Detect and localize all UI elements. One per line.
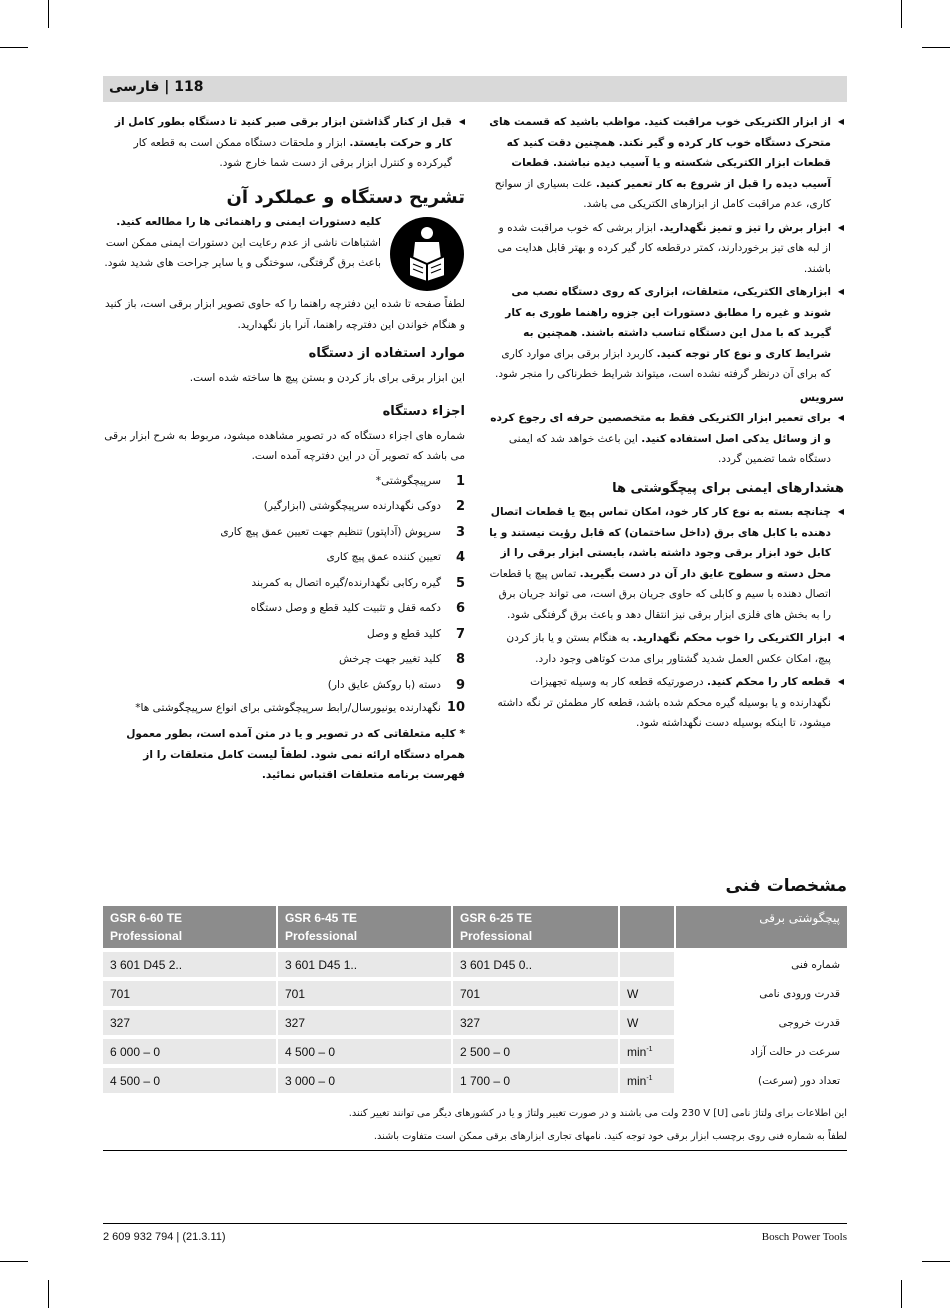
spec-value: 701 [103, 979, 277, 1008]
description-heading: تشریح دستگاه و عملکرد آن [226, 186, 465, 208]
parts-list-item [103, 520, 465, 546]
part-number: 10 [446, 700, 465, 715]
spec-row [103, 979, 847, 1008]
bullet-hold-firmly [488, 628, 844, 669]
model-name: GSR 6-60 TE [110, 911, 183, 925]
read-instructions-text: اشتباهات ناشی از عدم رعایت این دستورات ایمنی ممکن است باعث برق گرفتگی، سوختگی و یا سایر جراحت های شدید شود. [104, 236, 381, 269]
fold-page-text: لطفاً صفحه تا شده این دفترچه راهنما را که حاوی تصویر ابزار برقی است، باز کنید و هنگام خواندن این دفترچه راهنما، آنرا باز نگهدارید. [104, 298, 465, 331]
part-number: 4 [455, 550, 465, 565]
spec-unit [619, 1008, 675, 1037]
spec-unit-exponent: -1 [646, 1045, 653, 1053]
part-number: 5 [455, 575, 465, 591]
spec-label: تعداد دور (سرعت) [675, 1066, 847, 1093]
brand-name: Bosch Power Tools [761, 1231, 847, 1243]
bullet-bold-text: ابزار الکتریکی را خوب محکم نگهدارید. [632, 632, 831, 644]
spec-label: قدرت ورودی نامی [675, 979, 847, 1008]
spec-unit-text: min [627, 1073, 647, 1088]
spec-value: 4 500 – 0 [103, 1066, 277, 1093]
spec-unit-exponent: -1 [646, 1074, 653, 1082]
model-line: Professional [110, 929, 183, 943]
spec-value: 6 000 – 0 [103, 1037, 277, 1066]
spec-note-tradename: لطفاً به شماره فنی روی برچسب ابزار برقی خود توجه کنید. نامهای تجاری ابزارهای برقی ممکن است متفاوت باشند. [373, 1131, 847, 1142]
spec-unit [619, 1066, 675, 1093]
spec-notes [103, 1102, 847, 1151]
part-description: گیره رکابی نگهدارنده/گیره اتصال به کمربند [251, 576, 441, 589]
spec-unit-text: W [627, 986, 639, 1001]
spec-label: سرعت در حالت آزاد [675, 1037, 847, 1066]
spec-unit [619, 1037, 675, 1066]
part-description: تعیین کننده عمق پیچ کاری [326, 551, 441, 563]
crop-mark [922, 1261, 950, 1262]
spec-row [103, 1037, 847, 1066]
crop-mark [0, 1261, 28, 1262]
doc-number: 2 609 932 794 | (21.3.11) [103, 1231, 226, 1243]
model-line: Professional [460, 929, 533, 943]
footer-rule [103, 1223, 847, 1224]
model-header [452, 906, 619, 950]
read-instructions-bold: کلیه دستورات ایمنی و راهنمائی ها را مطالعه کنید. [116, 216, 381, 228]
spec-unit-text: min [627, 1044, 647, 1059]
specs-header-row [103, 906, 847, 950]
bullet-wait-stop [103, 112, 465, 174]
spec-value: 3 601 D45 0.. [452, 950, 619, 979]
spec-value: 3 601 D45 2.. [103, 950, 277, 979]
bullet-hidden-wiring [488, 502, 844, 625]
unit-header [619, 906, 675, 950]
spec-value: 1 700 – 0 [452, 1066, 619, 1093]
part-description: دسته (با روکش عایق دار) [327, 678, 441, 691]
parts-list-item [103, 545, 465, 571]
part-number: 7 [455, 626, 465, 642]
parts-list-item [103, 673, 465, 699]
spec-row [103, 1066, 847, 1093]
specs-title: مشخصات فنی [725, 876, 847, 896]
specs-table [103, 906, 847, 1093]
part-description: سرپوش (آداپتور) تنظیم جهت تعیین عمق پیچ کاری [220, 525, 441, 538]
bullet-text: این باعث خواهد شد که ایمنی دستگاه شما تضمین گردد. [508, 432, 831, 465]
spec-value: 4 500 – 0 [277, 1037, 452, 1066]
spec-label: شماره فنی [675, 950, 847, 979]
parts-list [103, 469, 465, 719]
service-heading: سرویس [799, 390, 844, 404]
model-line: Professional [285, 929, 358, 943]
parts-list-item [103, 469, 465, 495]
spec-unit [619, 950, 675, 979]
model-name: GSR 6-25 TE [460, 911, 533, 925]
bullet-tool-care [488, 112, 844, 215]
bullet-bold-text: قطعه کار را محکم کنید. [707, 676, 831, 688]
bullet-bold-text: از ابزار الکتریکی خوب مراقبت کنید. مواظب باشید که قسمت های متحرک دستگاه خوب کار کرده و گیر نکند. همچنین دقت کنید که قطعات ابزار الکتریکی شکسته و یا آسیب دیده نباشند. قطعات آسیب دیده را قبل از شروع به کار تعمیر کنید. [489, 116, 831, 190]
bullet-cutting-tools [488, 218, 844, 280]
part-number: 9 [455, 677, 465, 693]
read-instructions-block [103, 212, 465, 292]
part-description: کلید قطع و وصل [366, 627, 441, 640]
spec-unit [619, 979, 675, 1008]
parts-intro: شماره های اجزاء دستگاه که در تصویر مشاهده میشود، مربوط به شرح ابزار برقی می باشد که تصویر آن در این دفترچه آمده است. [104, 429, 465, 462]
bullet-text: ابزار و ملحقات دستگاه ممکن است به قطعه کار گیرکرده و کنترل ابزار برقی از دست شما خارج شود. [133, 136, 452, 169]
spec-row [103, 1008, 847, 1037]
spec-value: 701 [277, 979, 452, 1008]
screwdriver-safety-heading: هشدارهای ایمنی برای پیچگوشتی ها [612, 480, 844, 496]
part-number: 6 [455, 601, 465, 616]
right-column [488, 112, 844, 734]
crop-mark [901, 1280, 902, 1308]
spec-value: 327 [103, 1008, 277, 1037]
spec-unit-text: W [627, 1015, 639, 1030]
crop-mark [901, 0, 902, 28]
bullet-bold-text: ابزارهای الکتریکی، متعلقات، ابزاری که روی دستگاه نصب می شوند و غیره را مطابق دستورات این جزوه راهنما طوری به کار گیرید که با مدل این دستگاه تناسب داشته باشند. همچنین به شرایط کاری و نوع کار توجه کنید. [505, 286, 831, 360]
spec-value: 327 [277, 1008, 452, 1037]
bullet-service [488, 408, 844, 470]
part-description: نگهدارنده یونیورسال/رابط سرپیچگوشتی برای انواع سرپیچگوشتی ها* [135, 702, 441, 714]
bullet-text: علت بسیاری از سوانح کاری، عدم مراقبت کامل از ابزارهای الکتریکی می باشد. [494, 177, 831, 210]
bullet-bold-text: قبل از کنار گذاشتن ابزار برقی صبر کنید تا دستگاه بطور کامل از کار و حرکت بایستد. [114, 116, 452, 149]
part-description: کلید تغییر جهت چرخش [339, 653, 441, 665]
bullet-text: کاربرد ابزار برقی برای موارد کاری که برای آن درنظر گرفته نشده است، میتواند شرایط خطرناکی را منجر شود. [494, 347, 831, 380]
read-manual-icon [389, 216, 465, 292]
specs-body [103, 950, 847, 1093]
bullet-text: به هنگام بستن و یا باز کردن پیچ، امکان عکس العمل شدید گشتاور برای مدت کوتاهی وجود دارد. [506, 632, 831, 665]
bullet-text: تماس پیچ یا قطعات اتصال دهنده با سیم و کابلی که حاوی جریان برق است، می تواند جریان برق را به بخش های فلزی ابزار برقی نیز انتقال دهد و باعث برق گرفتگی شود. [489, 567, 831, 621]
footnote: * کلیه متعلقاتی که در تصویر و یا در متن آمده است، بطور معمول همراه دستگاه ارائه نمی شود. لطفاً لیست کامل متعلقات را از فهرست برنامه متعلقات اقتباس نمائید. [126, 728, 465, 781]
page-header-label: 118 | فارسی [109, 79, 204, 95]
spec-value: 3 601 D45 1.. [277, 950, 452, 979]
parts-list-item [103, 596, 465, 622]
part-number: 1 [455, 473, 465, 489]
product-label: پیچگوشتی برقی [675, 906, 847, 950]
parts-list-item [103, 647, 465, 673]
bullet-bold-text: برای تعمیر ابزار الکتریکی فقط به متخصصین حرفه ای رجوع کرده و از وسائل یدکی اصل استفاده کنید. [490, 412, 831, 445]
parts-heading: اجزاء دستگاه [382, 404, 465, 419]
part-description: دکمه قفل و تثبیت کلید قطع و وصل دستگاه [250, 602, 441, 614]
spec-label: قدرت خروجی [675, 1008, 847, 1037]
usage-text: این ابزار برقی برای باز کردن و بستن پیچ ها ساخته شده است. [189, 371, 465, 384]
parts-list-item [103, 622, 465, 648]
crop-mark [48, 0, 49, 28]
spec-row [103, 950, 847, 979]
part-number: 8 [455, 652, 465, 667]
model-header [103, 906, 277, 950]
parts-list-item [103, 571, 465, 597]
model-header [277, 906, 452, 950]
bullet-text: درصورتیکه قطعه کار به وسیله تجهیزات نگهدارنده و یا بوسیله گیره محکم شده باشد، قطعه کار مطمئن تر نگه داشته میشود، تا اینکه بوسیله دست نگهداشته شود. [497, 676, 831, 729]
part-description: دوکی نگهدارنده سرپیچگوشتی (ابزارگیر) [263, 500, 441, 512]
model-name: GSR 6-45 TE [285, 911, 358, 925]
bullet-bold-text: ابزار برش را تیز و تمیز نگهدارید. [659, 221, 831, 234]
spec-value: 3 000 – 0 [277, 1066, 452, 1093]
bullet-secure-workpiece [488, 672, 844, 734]
part-number: 2 [455, 499, 465, 514]
bullet-bold-text: چنانچه بسته به نوع کار کار خود، امکان تماس پیچ یا قطعات اتصال دهنده با کابل های برق (داخل ساختمان) که قابل رؤیت نیستند و یا کابل خود ابزار برقی وجود داشته باشد، بایستی ابزار برقی را از محل دسته و سطوح عایق دار آن در دست بگیرید. [489, 506, 831, 580]
part-description: سرپیچگوشتی* [375, 474, 441, 487]
parts-list-item [103, 494, 465, 520]
part-number: 3 [455, 524, 465, 540]
crop-mark [48, 1280, 49, 1308]
page-header-band [103, 76, 847, 102]
left-column [103, 112, 465, 786]
spec-value: 327 [452, 1008, 619, 1037]
crop-mark [922, 47, 950, 48]
spec-note-voltage: این اطلاعات برای ولتاژ نامی [U] 230 V ولت می باشند و در صورت تغییر ولتاژ و یا در کشورهای دیگر می توانند تغییر کنند. [348, 1108, 847, 1119]
spec-value: 2 500 – 0 [452, 1037, 619, 1066]
bullet-text: ابزار برشی که خوب مراقبت شده و از لبه های تیز برخوردارند، کمتر درقطعه کار گیر کرده و بهتر قابل هدایت می باشند. [497, 221, 831, 275]
spec-value: 701 [452, 979, 619, 1008]
usage-heading: موارد استفاده از دستگاه [308, 346, 465, 361]
bullet-accessories-use [488, 282, 844, 385]
parts-list-item [103, 698, 465, 718]
crop-mark [0, 47, 28, 48]
